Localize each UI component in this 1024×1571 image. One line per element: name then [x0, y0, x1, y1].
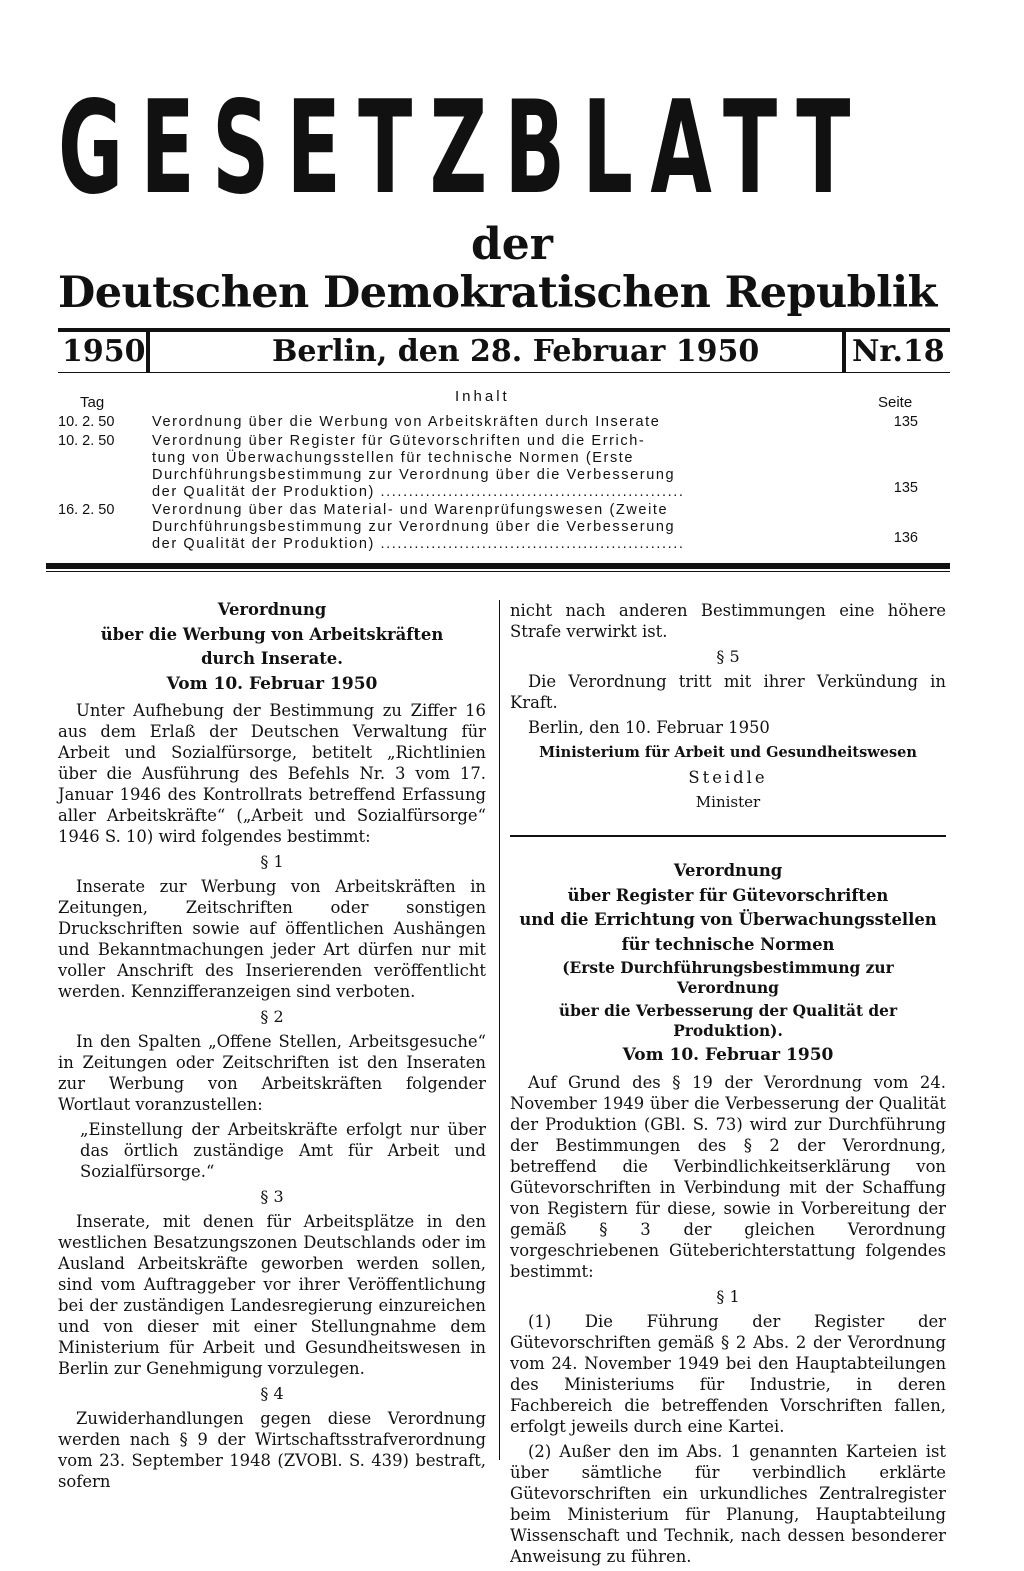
toc-entry-date: 16. 2. 50 [58, 502, 115, 518]
toc-separator-thin [46, 571, 950, 572]
section-sign: § 5 [716, 647, 740, 666]
toc-entry-page: 135 [893, 480, 918, 496]
paragraph: (1) Die Führung der Register der Gütevorschriften gemäß § 2 Abs. 2 der Verordnung vom 24. November 1949 bei den Hauptabteilungen des Ministeriums für Industrie, in deren Fachbereich die betreffenden Vorschriften fallen, erfolgt jeweils durch eine Kartei. [510, 1311, 946, 1436]
article-subtitle: (Erste Durchführungsbestimmung zur Verordnung [562, 959, 894, 997]
paragraph: Inserate, mit denen für Arbeitsplätze in den westlichen Besatzungszonen Deutschlands oder im Ausland Arbeitskräfte geworben werden sollen, sind vom Auftraggeber vor ihrer Veröffentlichung bei der zuständigen Landesregierung einzureichen und von dieser mit einer Stellungnahme dem Ministerium für Arbeit und Gesundheitswesen in Berlin zur Genehmigung vorzulegen. [58, 1212, 486, 1378]
section-sign: § 1 [716, 1286, 740, 1306]
toc-entry [58, 433, 918, 505]
section-sign: § 3 [260, 1187, 284, 1206]
toc-entry-date: 10. 2. 50 [58, 433, 115, 449]
article-title: für technische Normen [621, 934, 835, 954]
article-title: Verordnung [217, 600, 327, 619]
signature-place: Berlin, den 10. Februar 1950 [528, 718, 770, 737]
toc-entry [58, 502, 918, 558]
paragraph: Zuwiderhandlungen gegen diese Verordnung werden nach § 9 der Wirtschaftsstrafverordnung vom 23. September 1948 (ZVOBl. S. 439) bestraft, sofern [58, 1409, 486, 1491]
signature-ministry: Ministerium für Arbeit und Gesundheitswesen [539, 744, 917, 761]
signature-role: Minister [695, 793, 761, 811]
toc-entry-line: tung von Überwachungsstellen für technische Normen (Erste [152, 450, 635, 466]
article-title: über Register für Gütevorschriften [567, 885, 889, 905]
section-sign: § 1 [260, 852, 284, 871]
toc-entry-line: Durchführungsbestimmung zur Verordnung über die Verbesserung [152, 519, 676, 535]
toc-entry-line: Durchführungsbestimmung zur Verordnung über die Verbesserung [152, 467, 676, 483]
column-divider [499, 600, 500, 1460]
paragraph: (2) Außer den im Abs. 1 genannten Karteien ist über sämtliche für verbindlich erklärte Gütevorschriften ein urkundliches Zentralregister beim Ministerium für Planung, Hauptabteilung Wissenschaft und Technik, nach dessen besonderer Anweisung zu führen. [510, 1441, 946, 1566]
dateline-bottom-rule [58, 372, 950, 373]
issue-year: 1950 [62, 334, 146, 369]
article-title: Verordnung [673, 861, 783, 880]
toc-separator [46, 563, 950, 569]
article-date: Vom 10. Februar 1950 [622, 1045, 834, 1065]
toc-seite-label: Seite [878, 394, 913, 411]
issue-number: Nr.18 [852, 334, 945, 369]
toc-inhalt-label: Inhalt [455, 388, 510, 405]
paragraph: Unter Aufhebung der Bestimmung zu Ziffer 16 aus dem Erlaß der Deutschen Verwaltung für Arbeit und Sozialfürsorge, betitelt „Richtlinien über die Ausführung des Befehls Nr. 3 vom 17. Januar 1946 des Kontrollrats betreffend Erfassung aller Arbeitskräfte“ („Arbeit und Sozialfürsorge“ 1946 S. 10) wird folgendes bestimmt: [58, 701, 486, 846]
article-title: durch Inserate. [201, 649, 343, 668]
toc-entry-line: Verordnung über Register für Gütevorschriften und die Errich- [152, 433, 646, 449]
issue-place-date: Berlin, den 28. Februar 1950 [272, 334, 760, 369]
section-sign: § 4 [260, 1384, 284, 1403]
toc-entry-line: Verordnung über die Werbung von Arbeitskräften durch Inserate [152, 414, 661, 430]
quote: „Einstellung der Arbeitskräfte erfolgt nur über das örtlich zuständige Amt für Arbeit und Sozialfürsorge.“ [80, 1120, 486, 1181]
signature-name: Steidle [688, 768, 768, 787]
article-title: über die Werbung von Arbeitskräften [100, 624, 444, 644]
article-date: Vom 10. Februar 1950 [166, 673, 378, 694]
toc-entry-line: der Qualität der Produktion) ...................................................... [152, 484, 685, 500]
paragraph: Inserate zur Werbung von Arbeitskräften in Zeitungen, Zeitschriften oder sonstigen Druckschriften sowie auf öffentlichen Aushängen und Bekanntmachungen jeder Art dürfen nur mit voller Anschrift des Inserierenden veröffentlicht werden. Kennzifferanzeigen sind verboten. [58, 877, 486, 1001]
toc-entry-line: der Qualität der Produktion) ...................................................... [152, 536, 685, 552]
masthead-republic: Deutschen Demokratischen Republik [58, 268, 937, 318]
paragraph: Auf Grund des § 19 der Verordnung vom 24. November 1949 über die Verbesserung der Qualität der Produktion (GBl. S. 73) wird zur Durchführung der Bestimmungen des § 2 der Verordnung, betreffend die Verbindlichkeitserklärung von Gütevorschriften in Verbindung mit der Schaffung von Registern für diese, sowie in Vorbereitung der gemäß § 3 der gleichen Verordnung vorgeschriebenen Güteberichterstattung folgendes bestimmt: [510, 1072, 946, 1281]
left-column [58, 600, 486, 1496]
article-subtitle: über die Verbesserung der Qualität der Produktion). [558, 1002, 898, 1040]
article-title: und die Errichtung von Überwachungsstellen [519, 910, 937, 929]
section-sign: § 2 [260, 1007, 284, 1026]
dateline-divider-right [842, 332, 846, 372]
toc-entry-line: Verordnung über das Material- und Warenprüfungswesen (Zweite [152, 502, 669, 518]
toc-entry [58, 414, 918, 432]
toc-entry-page: 135 [893, 414, 918, 430]
paragraph: nicht nach anderen Bestimmungen eine höhere Strafe verwirkt ist. [510, 601, 946, 641]
toc-entry-date: 10. 2. 50 [58, 414, 115, 430]
article-separator [510, 835, 946, 837]
paragraph: Die Verordnung tritt mit ihrer Verkündung in Kraft. [510, 672, 946, 712]
masthead-title: GESETZBLATT [58, 86, 868, 212]
masthead-der: der [471, 219, 553, 270]
paragraph: In den Spalten „Offene Stellen, Arbeitsgesuche“ in Zeitungen oder Zeitschriften ist den Inseraten zur Werbung von Arbeitskräften folgender Wortlaut voranzustellen: [58, 1032, 486, 1114]
dateline-divider-left [146, 332, 150, 372]
toc-tag-label: Tag [80, 394, 105, 411]
toc-entry-page: 136 [893, 530, 918, 546]
right-column [510, 600, 946, 1571]
